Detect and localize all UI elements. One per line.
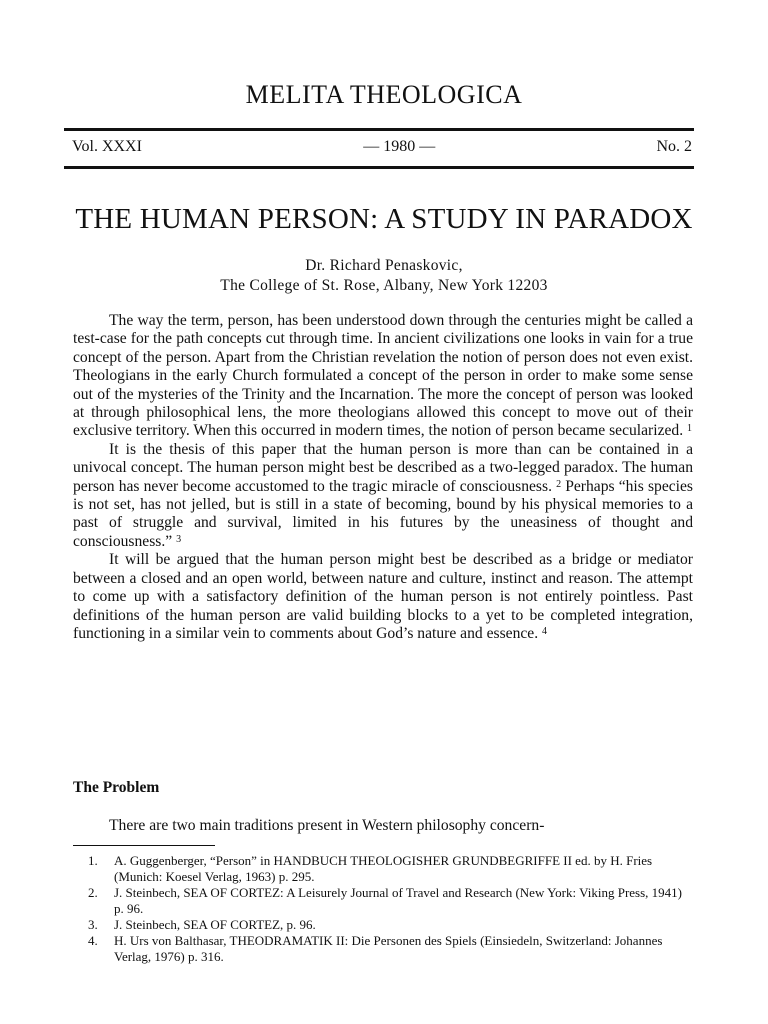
footnote-number: 4. [88, 933, 98, 948]
footnote-text: A. Guggenberger, “Person” in HANDBUCH THEOLOGISHER GRUNDBEGRIFFE II ed. by H. Fries (Munich: Koesel Verlag, 1963) p. 295. [114, 853, 653, 884]
author-name: Dr. Richard Penaskovic, [305, 257, 463, 274]
footnote-ref[interactable]: 4 [542, 625, 548, 637]
footnote-ref[interactable]: 3 [176, 533, 182, 545]
author-affiliation: The College of St. Rose, Albany, New York 12203 [220, 277, 548, 294]
volume-label: Vol. XXXI [72, 138, 142, 155]
footnotes [88, 853, 694, 965]
footnote-item [88, 885, 694, 917]
footnote-item [88, 853, 694, 885]
section-heading: The Problem [73, 779, 160, 796]
paragraph-text: The way the term, person, has been understood down through the centuries might be called a test-case for the path concepts cut through time. In ancient civilizations one looks in vain for a true concept of the person. Apart from the Christian revelation the notion of person does not even exist. Theologians in the early Church formulated a concept of the person in order to make some sense out of the mysteries of the Trinity and the Incarnation. The more the concept of person was looked at through philosophical lens, the more theologians allowed this concept to move out of their exclusive territory. When this occurred in modern times, the notion of person became secularized. [73, 312, 693, 440]
footnote-divider [73, 845, 215, 846]
footnote-item [88, 933, 694, 965]
journal-title: MELITA THEOLOGICA [245, 80, 523, 109]
paragraph [73, 312, 693, 441]
footnote-ref[interactable]: 1 [687, 423, 693, 435]
issue-line [72, 138, 692, 156]
paragraph-text: It will be argued that the human person might best be described as a bridge or mediator between a closed and an open world, between nature and culture, instinct and reason. The attempt to come up with a satisfactory definition of the human person is not entirely pointless. Past definitions of the human person are valid building blocks to a yet to be completed integration, functioning in a similar vein to comments about God’s nature and essence. [73, 551, 693, 642]
footnote-text: J. Steinbech, SEA OF CORTEZ, p. 96. [114, 917, 316, 932]
footnote-number: 1. [88, 853, 98, 868]
author-block [0, 256, 768, 296]
footnote-item [88, 917, 694, 933]
footnote-ref[interactable]: 2 [556, 478, 562, 490]
article-title: THE HUMAN PERSON: A STUDY IN PARADOX [75, 203, 693, 235]
header-rule-bottom [64, 166, 694, 169]
issue-number-label: No. 2 [656, 138, 692, 155]
year-label: — 1980 — [363, 138, 436, 155]
paragraph-text: Perhaps “his species is not set, has not jelled, but is still in a state of becoming, bound by his physical memories to a past of struggle and survival, limited in his futures by the uneasiness of thought and consciousness.” [73, 477, 693, 550]
footnote-number: 3. [88, 917, 98, 932]
paragraph [73, 441, 693, 551]
paragraph-text: It is the thesis of this paper that the human person is more than can be contained in a univocal concept. The human person might best be described as a two-legged paradox. The human person has never become accustomed to the tragic miracle of consciousness. [73, 440, 693, 495]
header-rule-top [64, 128, 694, 131]
section-first-line: There are two main traditions present in Western philosophy concern- [109, 817, 545, 834]
footnote-number: 2. [88, 885, 98, 900]
footnote-text: H. Urs von Balthasar, THEODRAMATIK II: Die Personen des Spiels (Einsiedeln, Switzerland: Johannes Verlag, 1976) p. 316. [114, 933, 663, 964]
footnote-text: J. Steinbech, SEA OF CORTEZ: A Leisurely Journal of Travel and Research (New York: Viking Press, 1941) p. 96. [114, 885, 682, 916]
paragraph [73, 551, 693, 643]
article-body [73, 312, 693, 643]
